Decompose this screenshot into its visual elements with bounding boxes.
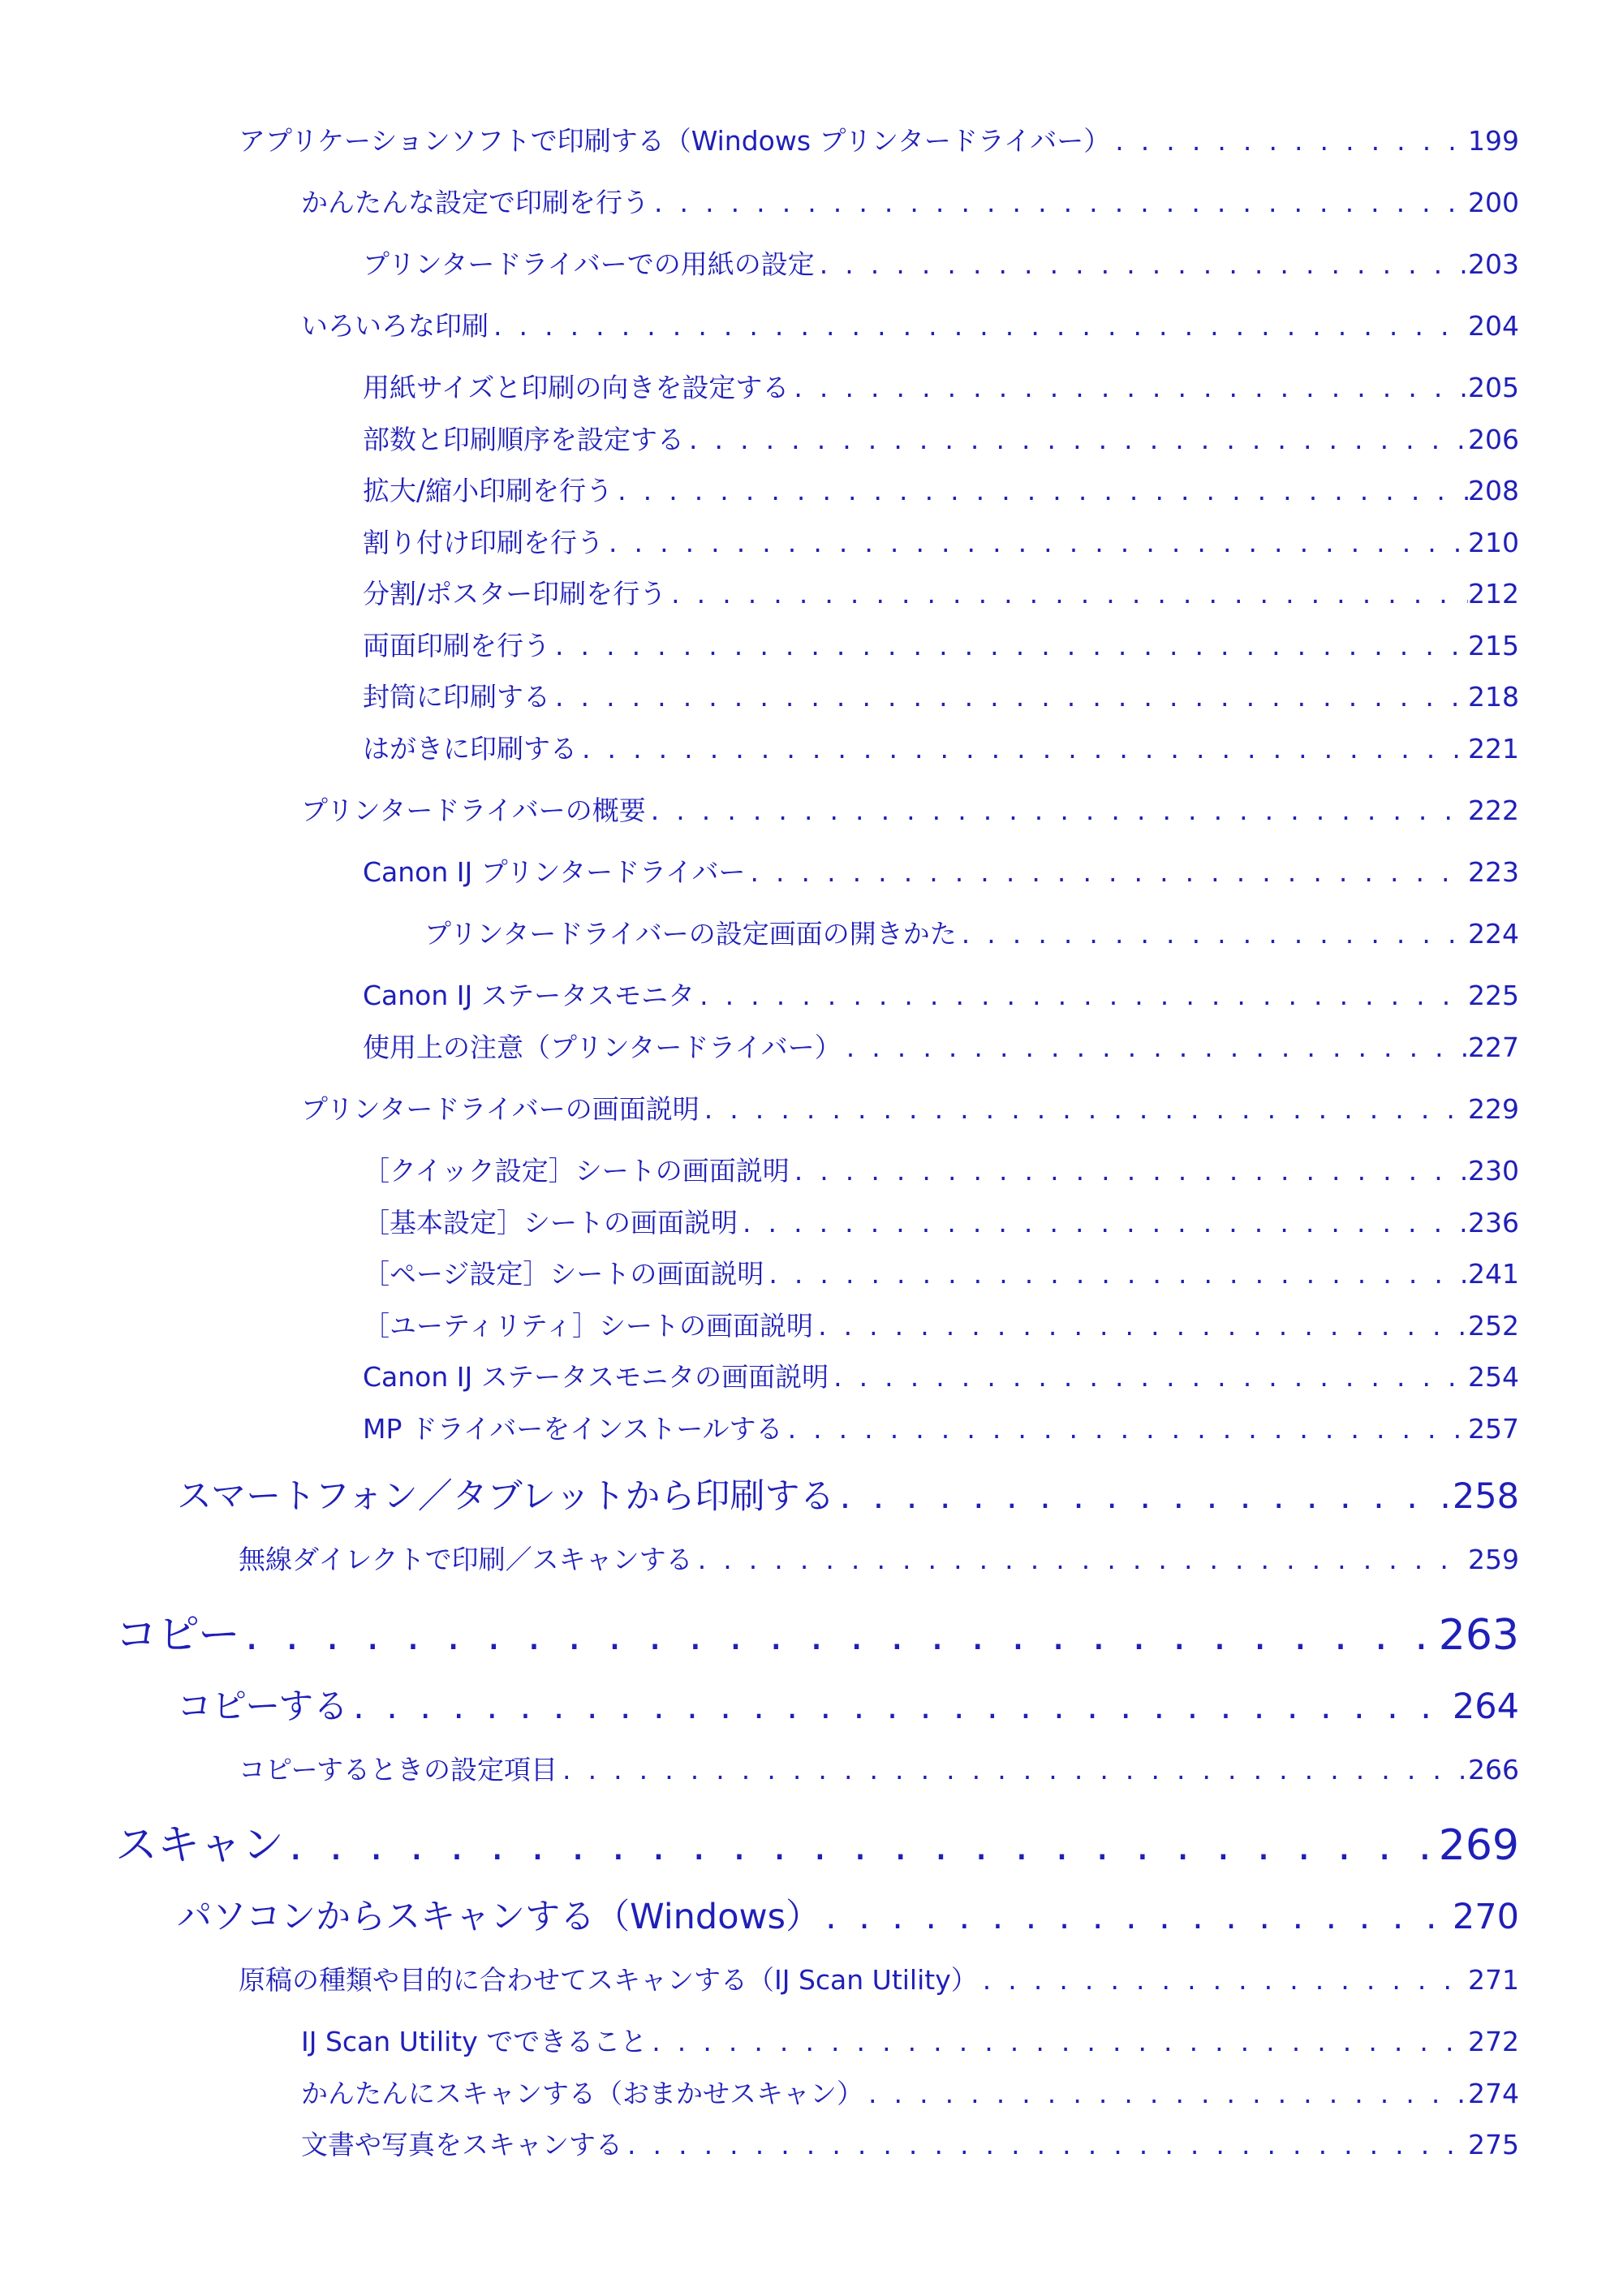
- toc-entry-title: Canon IJ ステータスモニタ: [363, 980, 695, 1011]
- leader-dots: [284, 1821, 1439, 1870]
- leader-dots: [978, 1964, 1468, 1996]
- leader-dots: [604, 527, 1468, 558]
- leader-dots: [613, 475, 1468, 506]
- toc-entry-page: 224: [1468, 918, 1519, 950]
- leader-dots: [695, 980, 1468, 1011]
- toc-entry[interactable]: [363, 1027, 1519, 1065]
- toc-entry[interactable]: [301, 305, 1519, 343]
- toc-entry-page: 241: [1468, 1258, 1519, 1290]
- leader-dots: [558, 1754, 1468, 1786]
- leader-dots: [550, 630, 1468, 661]
- toc-entry-title: パソコンからスキャンする（Windows）: [177, 1897, 821, 1937]
- toc-entry[interactable]: [177, 1469, 1519, 1518]
- leader-dots: [622, 2129, 1468, 2160]
- toc-entry[interactable]: [363, 676, 1519, 714]
- toc-entry-title: 原稿の種類や目的に合わせてスキャンする（IJ Scan Utility）: [239, 1964, 978, 1996]
- toc-entry-title: スマートフォン／タブレットから印刷する: [177, 1476, 835, 1517]
- toc-entry-title: Canon IJ プリンタードライバー: [363, 856, 746, 888]
- toc-entry[interactable]: [239, 1749, 1519, 1787]
- leader-dots: [835, 1476, 1453, 1517]
- leader-dots: [348, 1686, 1453, 1727]
- toc-entry-page: 252: [1468, 1310, 1519, 1342]
- toc-entry-title: 使用上の注意（プリンタードライバー）: [363, 1032, 842, 1063]
- toc-entry[interactable]: [363, 243, 1519, 282]
- toc-entry-title: 文書や写真をスキャンする: [301, 2129, 622, 2160]
- toc-entry-page: 269: [1438, 1821, 1519, 1870]
- leader-dots: [842, 1032, 1468, 1063]
- toc-entry-title: プリンタードライバーでの用紙の設定: [363, 248, 815, 280]
- toc-entry-page: 227: [1468, 1032, 1519, 1063]
- leader-dots: [957, 918, 1468, 950]
- toc-entry-page: 258: [1452, 1476, 1519, 1517]
- toc-entry-title: 分割/ポスター印刷を行う: [363, 578, 667, 610]
- toc-entry[interactable]: [177, 1889, 1519, 1939]
- leader-dots: [693, 1544, 1468, 1575]
- toc-entry[interactable]: [177, 1679, 1519, 1729]
- leader-dots: [863, 2078, 1468, 2109]
- toc-entry-page: 230: [1468, 1155, 1519, 1187]
- leader-dots: [813, 1310, 1468, 1342]
- toc-entry[interactable]: [363, 522, 1519, 560]
- toc-entry-page: 229: [1468, 1093, 1519, 1125]
- toc-entry-page: 208: [1468, 475, 1519, 506]
- toc-entry-page: 264: [1452, 1686, 1519, 1727]
- toc-entry-page: 271: [1468, 1964, 1519, 1996]
- toc-entry-title: ［クイック設定］シートの画面説明: [363, 1155, 790, 1187]
- toc-entry-title: 封筒に印刷する: [363, 681, 550, 713]
- toc-entry[interactable]: [363, 1305, 1519, 1343]
- leader-dots: [789, 372, 1468, 403]
- toc-entry[interactable]: [363, 419, 1519, 457]
- toc-entry-page: 236: [1468, 1207, 1519, 1238]
- toc-entry-page: 223: [1468, 856, 1519, 888]
- leader-dots: [646, 795, 1468, 826]
- toc-entry[interactable]: [239, 1539, 1519, 1577]
- leader-dots: [577, 733, 1468, 765]
- toc-entry[interactable]: [239, 1959, 1519, 1997]
- leader-dots: [783, 1413, 1468, 1445]
- toc-entry-page: 206: [1468, 424, 1519, 455]
- toc-entry-page: 254: [1468, 1361, 1519, 1393]
- leader-dots: [240, 1611, 1439, 1660]
- toc-entry-title: MP ドライバーをインストールする: [363, 1413, 783, 1445]
- leader-dots: [666, 578, 1468, 610]
- toc-entry[interactable]: [363, 851, 1519, 890]
- leader-dots: [550, 681, 1468, 713]
- toc-entry[interactable]: [363, 625, 1519, 663]
- toc-entry-title: プリンタードライバーの設定画面の開きかた: [424, 918, 957, 950]
- leader-dots: [829, 1361, 1468, 1393]
- leader-dots: [684, 424, 1468, 455]
- leader-dots: [1110, 125, 1468, 157]
- leader-dots: [700, 1093, 1468, 1125]
- toc-entry-title: 拡大/縮小印刷を行う: [363, 475, 613, 506]
- leader-dots: [790, 1155, 1468, 1187]
- toc-entry-title: プリンタードライバーの画面説明: [301, 1093, 700, 1125]
- toc-entry[interactable]: [363, 470, 1519, 508]
- toc-entry-title: コピーするときの設定項目: [239, 1754, 558, 1786]
- toc-entry[interactable]: [363, 1356, 1519, 1394]
- toc-entry-title: はがきに印刷する: [363, 733, 577, 765]
- toc-entry[interactable]: [301, 1088, 1519, 1126]
- toc-entry[interactable]: [115, 1811, 1519, 1872]
- toc-entry-title: ［ユーティリティ］シートの画面説明: [363, 1310, 814, 1342]
- leader-dots: [745, 856, 1468, 888]
- leader-dots: [649, 187, 1468, 218]
- toc-entry[interactable]: [363, 1408, 1519, 1446]
- toc-entry-page: 221: [1468, 733, 1519, 765]
- toc-entry-title: 無線ダイレクトで印刷／スキャンする: [239, 1544, 693, 1575]
- toc-entry-page: 275: [1468, 2129, 1519, 2160]
- toc-entry-page: 203: [1468, 248, 1519, 280]
- toc-entry-page: 200: [1468, 187, 1519, 218]
- leader-dots: [815, 248, 1468, 280]
- leader-dots: [647, 2026, 1468, 2057]
- toc-entry[interactable]: [301, 2021, 1519, 2059]
- toc-entry-page: 272: [1468, 2026, 1519, 2057]
- toc-entry-title: スキャン: [115, 1821, 285, 1870]
- toc-entry-title: コピー: [115, 1611, 240, 1660]
- toc-entry-title: かんたんな設定で印刷を行う: [301, 187, 649, 218]
- toc-entry-page: 259: [1468, 1544, 1519, 1575]
- toc-entry-page: 204: [1468, 310, 1519, 342]
- toc-entry[interactable]: [301, 182, 1519, 220]
- toc-entry-title: 部数と印刷順序を設定する: [363, 424, 684, 455]
- toc-entry-title: Canon IJ ステータスモニタの画面説明: [363, 1361, 829, 1393]
- toc-entry-page: 205: [1468, 372, 1519, 403]
- toc-entry-title: IJ Scan Utility でできること: [301, 2026, 648, 2057]
- toc-entry[interactable]: [301, 2073, 1519, 2111]
- toc-entry[interactable]: [301, 2124, 1519, 2162]
- leader-dots: [738, 1207, 1468, 1238]
- toc-entry-title: コピーする: [177, 1686, 349, 1727]
- toc-entry-page: 199: [1468, 125, 1519, 157]
- leader-dots: [820, 1897, 1453, 1937]
- toc-entry-page: 263: [1438, 1611, 1519, 1660]
- toc-entry-page: 218: [1468, 681, 1519, 713]
- toc-entry-page: 222: [1468, 795, 1519, 826]
- toc-entry-page: 274: [1468, 2078, 1519, 2109]
- leader-dots: [489, 310, 1468, 342]
- toc-entry[interactable]: [363, 1253, 1519, 1291]
- toc-entry-title: プリンタードライバーの概要: [301, 795, 646, 826]
- toc-entry[interactable]: [115, 1600, 1519, 1661]
- toc-entry[interactable]: [363, 367, 1519, 405]
- toc-entry[interactable]: [239, 120, 1519, 158]
- toc-entry-page: 270: [1452, 1897, 1519, 1937]
- toc-entry-page: 212: [1468, 578, 1519, 610]
- toc-entry-page: 215: [1468, 630, 1519, 661]
- toc-entry-page: 210: [1468, 527, 1519, 558]
- toc-entry-title: 用紙サイズと印刷の向きを設定する: [363, 372, 790, 403]
- toc-entry-title: 割り付け印刷を行う: [363, 527, 604, 558]
- toc-entry[interactable]: [363, 1202, 1519, 1240]
- toc-entry-title: かんたんにスキャンする（おまかせスキャン）: [301, 2078, 863, 2109]
- toc-entry[interactable]: [424, 913, 1519, 951]
- toc-entry[interactable]: [363, 1150, 1519, 1188]
- toc-entry-title: 両面印刷を行う: [363, 630, 550, 661]
- toc-entry-page: 225: [1468, 980, 1519, 1011]
- toc-entry-page: 257: [1468, 1413, 1519, 1445]
- toc-entry-title: アプリケーションソフトで印刷する（Windows プリンタードライバー）: [239, 125, 1111, 157]
- toc-entry[interactable]: [363, 573, 1519, 611]
- toc-entry-title: いろいろな印刷: [301, 310, 489, 342]
- leader-dots: [764, 1258, 1468, 1290]
- toc-entry-title: ［ページ設定］シートの画面説明: [363, 1258, 764, 1290]
- toc-entry-page: 266: [1468, 1754, 1519, 1786]
- toc-entry[interactable]: [363, 728, 1519, 766]
- toc-entry-title: ［基本設定］シートの画面説明: [363, 1207, 738, 1238]
- toc-entry[interactable]: [301, 790, 1519, 828]
- toc-entry[interactable]: [363, 975, 1519, 1013]
